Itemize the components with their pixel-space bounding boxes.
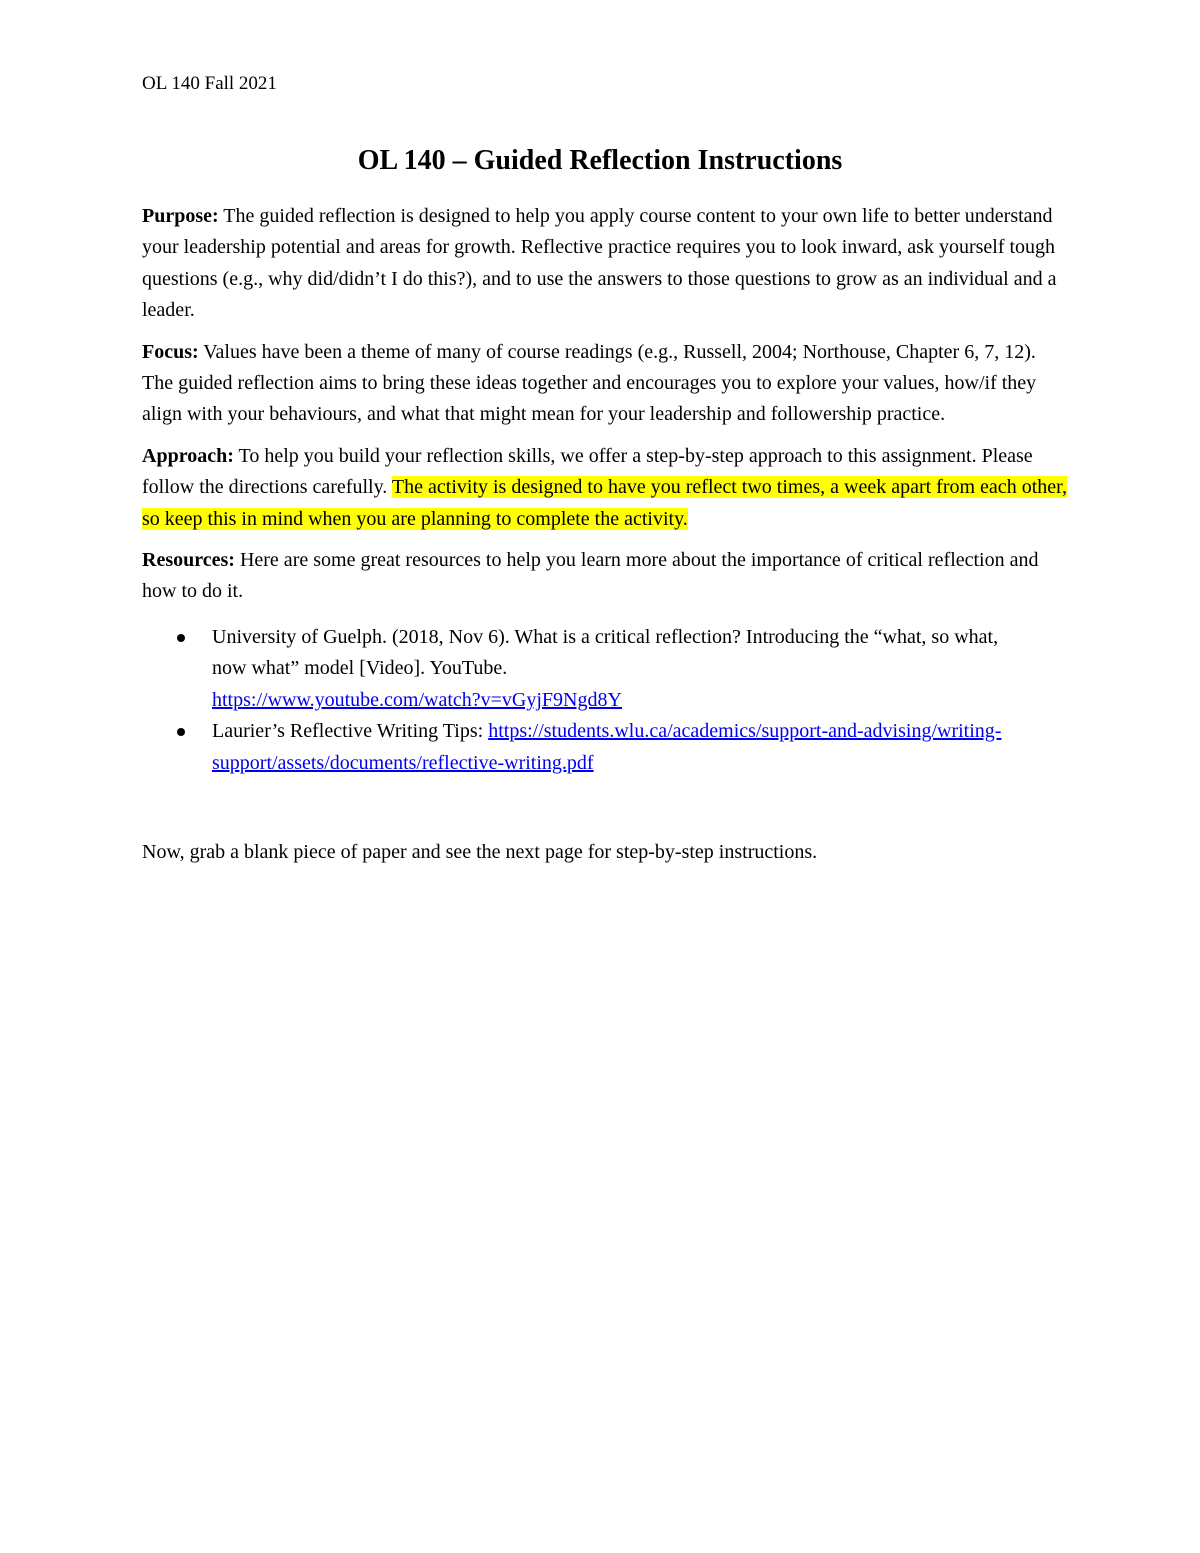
purpose-text: The guided reflection is designed to help you apply course content to your own life to better understand your leadership potential and areas for growth. Reflective practice requires you to look inward, ask yourself tough questions (e.g., why did/didn’t I do this?), and to use the answers to those questions to grow as an individual and a leader.: [142, 205, 1057, 322]
resources-text: Here are some great resources to help you learn more about the importance of critical reflection and how to do it.: [142, 549, 1039, 603]
approach-label: Approach:: [142, 444, 234, 467]
resources-list: [142, 622, 1067, 779]
purpose-paragraph: [142, 201, 1067, 327]
bullet-icon: [177, 728, 185, 736]
document-title: OL 140 – Guided Reflection Instructions: [357, 145, 843, 176]
reflective-writing-link[interactable]: https://students.wlu.ca/academics/support-and-advising/writing-support/assets/documents/reflective-writing.pdf: [212, 720, 1002, 774]
resource-text: Laurier’s Reflective Writing Tips:: [212, 720, 489, 743]
closing-paragraph: Now, grab a blank piece of paper and see the next page for step-by-step instructions.: [142, 840, 818, 863]
resources-paragraph: [142, 545, 1067, 608]
list-item: [142, 716, 1002, 779]
approach-text: To help you build your reflection skills, we offer a step-by-step approach to this assignment. Please follow the directions carefully.: [142, 444, 1033, 499]
youtube-video-link[interactable]: https://www.youtube.com/watch?v=vGyjF9Ngd8Y: [212, 688, 622, 711]
document-body: [142, 201, 1067, 878]
purpose-label: Purpose:: [142, 205, 219, 227]
focus-label: Focus:: [142, 340, 199, 363]
list-item: [142, 622, 1002, 716]
page-header: OL 140 Fall 2021: [142, 73, 277, 94]
approach-highlighted-text: The activity is designed to have you reflect two times, a week apart from each other, so keep this in mind when you are planning to complete the activity.: [142, 476, 1067, 530]
focus-paragraph: [142, 337, 1067, 431]
resources-label: Resources:: [142, 549, 235, 572]
focus-text: Values have been a theme of many of course readings (e.g., Russell, 2004; Northouse, Chapter 6, 7, 12). The guided reflection aims to bring these ideas together and encourages you to explore your values, how/if they align with your behaviours, and what that might mean for your leadership and followership practice.: [142, 340, 1037, 426]
approach-paragraph: [142, 441, 1067, 535]
resource-text: University of Guelph. (2018, Nov 6). What is a critical reflection? Introducing the “what, so what, now what” model [Video]. YouTube.: [212, 625, 999, 680]
bullet-icon: [177, 634, 185, 642]
